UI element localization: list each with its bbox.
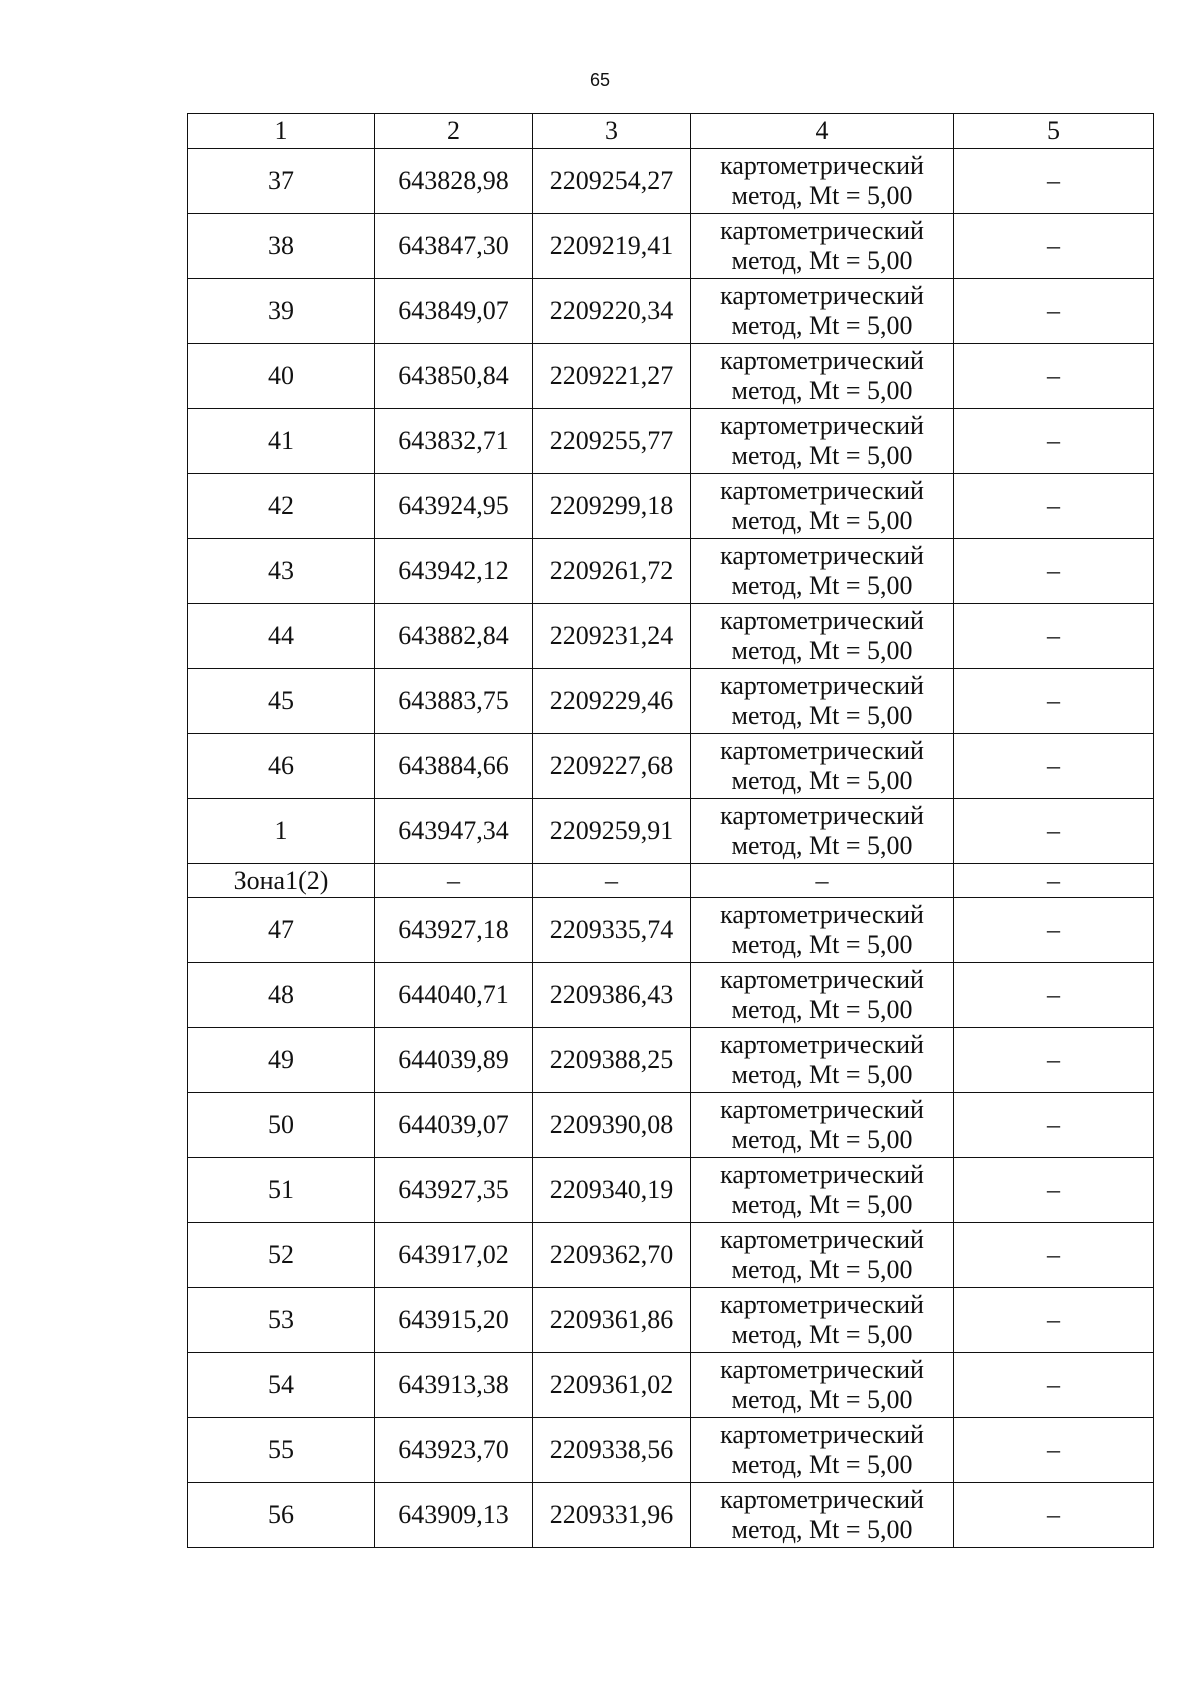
method-line-2: метод, Mt = 5,00 — [731, 376, 913, 405]
coordinate-y: 2209255,77 — [533, 409, 691, 474]
coordinate-y: 2209335,74 — [533, 898, 691, 963]
dash-cell: – — [954, 149, 1154, 214]
coordinate-x: 643947,34 — [375, 799, 533, 864]
method-line-2: метод, Mt = 5,00 — [731, 701, 913, 730]
dash-cell: – — [375, 864, 533, 898]
coordinate-x: 643909,13 — [375, 1483, 533, 1548]
point-number: 55 — [188, 1418, 375, 1483]
table-row — [188, 1288, 1154, 1353]
table-row — [188, 539, 1154, 604]
method-line-2: метод, Mt = 5,00 — [731, 311, 913, 340]
table-row — [188, 344, 1154, 409]
table-row — [188, 474, 1154, 539]
method-line-1: картометрический — [720, 1485, 924, 1514]
dash-cell: – — [954, 734, 1154, 799]
table-row — [188, 1158, 1154, 1223]
coordinate-y: 2209362,70 — [533, 1223, 691, 1288]
table-row — [188, 1418, 1154, 1483]
method-cell — [691, 149, 954, 214]
table-row — [188, 799, 1154, 864]
method-line-1: картометрический — [720, 1030, 924, 1059]
point-number: 43 — [188, 539, 375, 604]
dash-cell: – — [954, 279, 1154, 344]
method-cell — [691, 214, 954, 279]
coordinate-x: 643832,71 — [375, 409, 533, 474]
method-cell — [691, 1158, 954, 1223]
coordinate-y: 2209221,27 — [533, 344, 691, 409]
table-row — [188, 1223, 1154, 1288]
point-number: 44 — [188, 604, 375, 669]
method-line-1: картометрический — [720, 606, 924, 635]
coordinate-x: 643828,98 — [375, 149, 533, 214]
coordinate-x: 644040,71 — [375, 963, 533, 1028]
method-cell — [691, 1093, 954, 1158]
zone-row — [188, 864, 1154, 898]
method-line-2: метод, Mt = 5,00 — [731, 636, 913, 665]
header-cell-5: 5 — [954, 114, 1154, 149]
coordinate-y: 2209231,24 — [533, 604, 691, 669]
method-line-1: картометрический — [720, 736, 924, 765]
coordinate-x: 643882,84 — [375, 604, 533, 669]
dash-cell: – — [954, 344, 1154, 409]
coordinate-x: 643942,12 — [375, 539, 533, 604]
method-line-2: метод, Mt = 5,00 — [731, 930, 913, 959]
method-line-1: картометрический — [720, 346, 924, 375]
method-line-2: метод, Mt = 5,00 — [731, 995, 913, 1024]
method-line-2: метод, Mt = 5,00 — [731, 1450, 913, 1479]
dash-cell: – — [954, 409, 1154, 474]
table-row — [188, 1093, 1154, 1158]
method-cell — [691, 898, 954, 963]
table-row — [188, 604, 1154, 669]
dash-cell: – — [954, 898, 1154, 963]
method-line-2: метод, Mt = 5,00 — [731, 831, 913, 860]
table-row — [188, 1353, 1154, 1418]
method-line-1: картометрический — [720, 476, 924, 505]
coordinate-y: 2209299,18 — [533, 474, 691, 539]
method-cell — [691, 604, 954, 669]
method-line-1: картометрический — [720, 541, 924, 570]
coordinate-y: 2209219,41 — [533, 214, 691, 279]
method-cell — [691, 474, 954, 539]
coordinate-x: 643847,30 — [375, 214, 533, 279]
method-cell — [691, 1223, 954, 1288]
point-number: 53 — [188, 1288, 375, 1353]
method-line-2: метод, Mt = 5,00 — [731, 1060, 913, 1089]
method-cell — [691, 963, 954, 1028]
method-cell — [691, 1418, 954, 1483]
table-row — [188, 1483, 1154, 1548]
coordinate-y: 2209388,25 — [533, 1028, 691, 1093]
coordinate-y: 2209331,96 — [533, 1483, 691, 1548]
method-line-1: картометрический — [720, 1160, 924, 1189]
coordinate-y: 2209390,08 — [533, 1093, 691, 1158]
coordinate-x: 643884,66 — [375, 734, 533, 799]
point-number: 40 — [188, 344, 375, 409]
method-line-2: метод, Mt = 5,00 — [731, 766, 913, 795]
point-number: 45 — [188, 669, 375, 734]
table-row — [188, 1028, 1154, 1093]
method-cell — [691, 539, 954, 604]
coordinate-x: 643923,70 — [375, 1418, 533, 1483]
coordinate-x: 643915,20 — [375, 1288, 533, 1353]
coordinate-x: 643927,18 — [375, 898, 533, 963]
coordinate-x: 644039,89 — [375, 1028, 533, 1093]
method-cell — [691, 344, 954, 409]
method-line-1: картометрический — [720, 281, 924, 310]
point-number: 39 — [188, 279, 375, 344]
dash-cell: – — [954, 1288, 1154, 1353]
coordinate-x: 643849,07 — [375, 279, 533, 344]
point-number: 50 — [188, 1093, 375, 1158]
dash-cell: – — [954, 1418, 1154, 1483]
method-line-1: картометрический — [720, 216, 924, 245]
dash-cell: – — [954, 604, 1154, 669]
method-line-1: картометрический — [720, 965, 924, 994]
table-row — [188, 669, 1154, 734]
point-number: 49 — [188, 1028, 375, 1093]
coordinate-x: 644039,07 — [375, 1093, 533, 1158]
method-line-2: метод, Mt = 5,00 — [731, 1320, 913, 1349]
point-number: 38 — [188, 214, 375, 279]
method-line-1: картометрический — [720, 1290, 924, 1319]
method-line-1: картометрический — [720, 900, 924, 929]
method-cell — [691, 1288, 954, 1353]
method-line-1: картометрический — [720, 1225, 924, 1254]
point-number: 48 — [188, 963, 375, 1028]
dash-cell: – — [533, 864, 691, 898]
method-line-1: картометрический — [720, 801, 924, 830]
header-cell-2: 2 — [375, 114, 533, 149]
coordinate-y: 2209361,86 — [533, 1288, 691, 1353]
dash-cell: – — [954, 864, 1154, 898]
table-row — [188, 898, 1154, 963]
coordinate-x: 643924,95 — [375, 474, 533, 539]
dash-cell: – — [954, 669, 1154, 734]
method-line-1: картометрический — [720, 151, 924, 180]
dash-cell: – — [954, 214, 1154, 279]
method-line-1: картометрический — [720, 1355, 924, 1384]
header-row — [188, 114, 1154, 149]
table-row — [188, 279, 1154, 344]
dash-cell: – — [954, 1223, 1154, 1288]
point-number: 41 — [188, 409, 375, 474]
table-row — [188, 149, 1154, 214]
coordinate-y: 2209229,46 — [533, 669, 691, 734]
header-cell-4: 4 — [691, 114, 954, 149]
coordinate-y: 2209261,72 — [533, 539, 691, 604]
table-row — [188, 963, 1154, 1028]
method-line-2: метод, Mt = 5,00 — [731, 1190, 913, 1219]
point-number: 46 — [188, 734, 375, 799]
point-number: 52 — [188, 1223, 375, 1288]
method-line-2: метод, Mt = 5,00 — [731, 1125, 913, 1154]
method-cell — [691, 669, 954, 734]
dash-cell: – — [954, 474, 1154, 539]
coordinate-x: 643917,02 — [375, 1223, 533, 1288]
point-number: 1 — [188, 799, 375, 864]
method-cell — [691, 409, 954, 474]
coordinate-y: 2209227,68 — [533, 734, 691, 799]
method-cell — [691, 1028, 954, 1093]
dash-cell: – — [954, 799, 1154, 864]
page-number: 65 — [589, 70, 611, 90]
header-cell-3: 3 — [533, 114, 691, 149]
dash-cell: – — [954, 1353, 1154, 1418]
zone-label: Зона1(2) — [188, 864, 375, 898]
coordinate-y: 2209338,56 — [533, 1418, 691, 1483]
method-cell — [691, 1353, 954, 1418]
dash-cell: – — [954, 1158, 1154, 1223]
method-line-2: метод, Mt = 5,00 — [731, 571, 913, 600]
method-cell — [691, 734, 954, 799]
dash-cell: – — [954, 963, 1154, 1028]
method-cell — [691, 799, 954, 864]
dash-cell: – — [691, 864, 954, 898]
method-line-2: метод, Mt = 5,00 — [731, 506, 913, 535]
coordinate-y: 2209340,19 — [533, 1158, 691, 1223]
coordinates-table — [187, 113, 1154, 1548]
method-line-2: метод, Mt = 5,00 — [731, 1255, 913, 1284]
coordinate-y: 2209254,27 — [533, 149, 691, 214]
method-line-1: картометрический — [720, 671, 924, 700]
coordinate-x: 643850,84 — [375, 344, 533, 409]
method-line-2: метод, Mt = 5,00 — [731, 246, 913, 275]
point-number: 37 — [188, 149, 375, 214]
point-number: 47 — [188, 898, 375, 963]
method-line-2: метод, Mt = 5,00 — [731, 441, 913, 470]
dash-cell: – — [954, 1093, 1154, 1158]
dash-cell: – — [954, 1483, 1154, 1548]
point-number: 42 — [188, 474, 375, 539]
point-number: 51 — [188, 1158, 375, 1223]
method-line-2: метод, Mt = 5,00 — [731, 181, 913, 210]
coordinate-x: 643913,38 — [375, 1353, 533, 1418]
dash-cell: – — [954, 1028, 1154, 1093]
coordinate-y: 2209220,34 — [533, 279, 691, 344]
method-line-1: картометрический — [720, 411, 924, 440]
method-line-1: картометрический — [720, 1420, 924, 1449]
point-number: 54 — [188, 1353, 375, 1418]
table-row — [188, 409, 1154, 474]
method-line-2: метод, Mt = 5,00 — [731, 1515, 913, 1544]
dash-cell: – — [954, 539, 1154, 604]
method-cell — [691, 1483, 954, 1548]
coordinate-y: 2209361,02 — [533, 1353, 691, 1418]
coordinate-x: 643883,75 — [375, 669, 533, 734]
coordinate-y: 2209259,91 — [533, 799, 691, 864]
coordinate-y: 2209386,43 — [533, 963, 691, 1028]
table-row — [188, 734, 1154, 799]
point-number: 56 — [188, 1483, 375, 1548]
header-cell-1: 1 — [188, 114, 375, 149]
coordinate-x: 643927,35 — [375, 1158, 533, 1223]
table-row — [188, 214, 1154, 279]
method-cell — [691, 279, 954, 344]
method-line-1: картометрический — [720, 1095, 924, 1124]
method-line-2: метод, Mt = 5,00 — [731, 1385, 913, 1414]
